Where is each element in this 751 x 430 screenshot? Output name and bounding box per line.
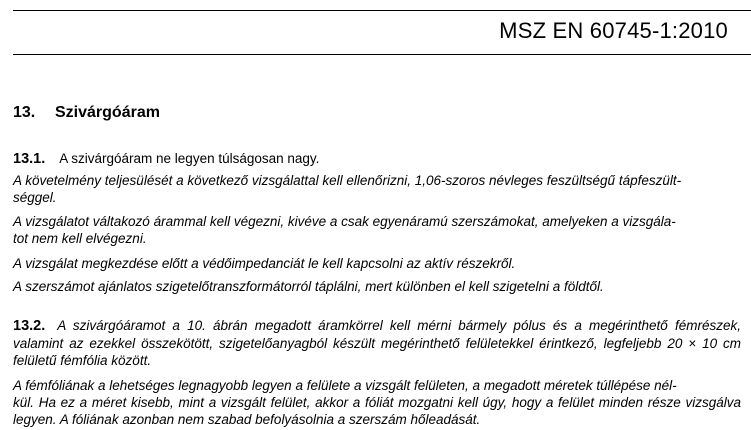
section-number: 13. (13, 104, 36, 121)
clause-13-2-number: 13.2. (13, 318, 46, 334)
clause-13-1-para-4 (13, 278, 741, 295)
clause-13-2-para-1 (13, 317, 741, 369)
section-title: Szivárgóáram (55, 104, 160, 121)
top-rule (13, 10, 751, 11)
paragraph: A vizsgálat megkezdése előtt a védőimpedanciát le kell kapcsolni az aktív részekről. (13, 256, 516, 271)
clause-13-1-statement (13, 150, 741, 168)
paragraph: A fémfóliának a lehetséges legnagyobb legyen a felülete a vizsgált felületen, a megadott méretek túllépése nél- kül. Ha ez a méret kisebb, mint a vizsgált felület, akkor a fóliát mozgatni kell úgy, hogy a felület minden része vizsgálva legyen. A fóliának azonban nem szabad befolyásolnia a szerszám hőleadását. (13, 378, 741, 427)
standard-number: MSZ EN 60745-1:2010 (499, 18, 728, 43)
paragraph: 13.2. A szivárgóáramot a 10. ábrán megadott áramkörrel kell mérni bármely pólus és a megérinthető fémrészek, valamint az ezekkel összekötött, szigetelőanyagból készült megérinthető felületekkel érintkező, legfeljebb 20 × 10 cm felületű fémfólia között. (13, 318, 741, 368)
paragraph: A követelmény teljesülését a következő vizsgálattal kell ellenőrizni, 1,06-szoros névleges feszültségű tápfeszült- séggel. (13, 173, 682, 205)
clause-13-1 (13, 150, 741, 168)
paragraph: A szerszámot ajánlatos szigetelőtranszformátorról táplálni, mert különben el kell szigetelni a földtől. (13, 279, 604, 294)
paragraph: A vizsgálatot váltakozó árammal kell végezni, kivéve a csak egyenáramú szerszámokat, amelyeken a vizsgála- tot nem kell elvégezni. (13, 214, 676, 246)
clause-13-1-text: A szivárgóáram ne legyen túlságosan nagy. (59, 151, 320, 166)
clause-13-2-para-2 (13, 377, 741, 428)
clause-13-1-para-2 (13, 213, 741, 247)
clause-13-1-number: 13.1. (13, 151, 46, 167)
header-rule (13, 54, 751, 55)
clause-13-1-para-3 (13, 255, 741, 272)
clause-13-1-para-1 (13, 172, 741, 206)
section-heading (13, 104, 160, 122)
